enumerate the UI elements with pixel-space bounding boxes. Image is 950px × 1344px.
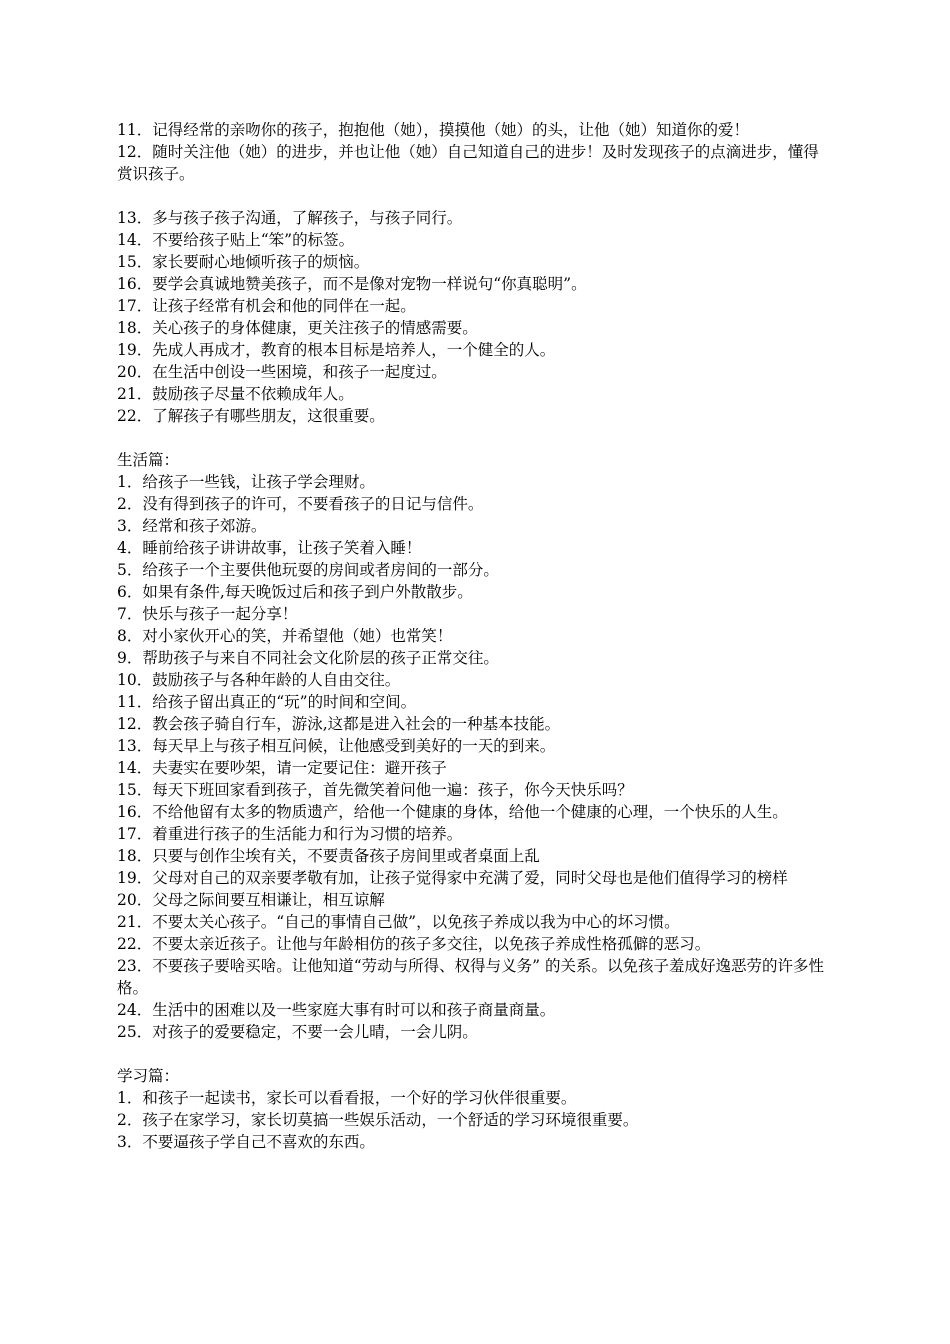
document-body <box>117 119 829 1153</box>
paragraph-gap <box>117 427 829 449</box>
list-item: 22．不要太亲近孩子。让他与年龄相仿的孩子多交往，以免孩子养成性格孤僻的恶习。 <box>117 935 711 953</box>
list-item: 12．随时关注他（她）的进步，并也让他（她）自己知道自己的进步！及时发现孩子的点滴进步，懂得赏识孩子。 <box>117 143 819 183</box>
list-item: 18．关心孩子的身体健康，更关注孩子的情感需要。 <box>117 319 478 337</box>
list-item: 8．对小家伙开心的笑，并希望他（她）也常笑！ <box>117 627 453 645</box>
list-item: 12．教会孩子骑自行车，游泳,这都是进入社会的一种基本技能。 <box>117 715 561 733</box>
list-item: 19．父母对自己的双亲要孝敬有加，让孩子觉得家中充满了爱，同时父母也是他们值得学习的榜样 <box>117 869 788 887</box>
list-item: 21．鼓励孩子尽量不依赖成年人。 <box>117 385 354 403</box>
list-item: 18．只要与创作尘埃有关，不要责备孩子房间里或者桌面上乱 <box>117 847 540 865</box>
list-item: 4．睡前给孩子讲讲故事，让孩子笑着入睡！ <box>117 539 422 557</box>
list-item: 13．多与孩子孩子沟通，了解孩子，与孩子同行。 <box>117 209 463 227</box>
list-item: 20．父母之际间要互相谦让，相互谅解 <box>117 891 385 909</box>
list-item: 22．了解孩子有哪些朋友，这很重要。 <box>117 407 385 425</box>
list-item: 9．帮助孩子与来自不同社会文化阶层的孩子正常交往。 <box>117 649 499 667</box>
section-heading-life: 生活篇： <box>117 451 180 469</box>
list-item: 16．不给他留有太多的物质遗产，给他一个健康的身体，给他一个健康的心理，一个快乐的人生。 <box>117 803 788 821</box>
list-item: 23．不要孩子要啥买啥。让他知道“劳动与所得、权得与义务” 的关系。以免孩子羞成好逸恶劳的许多性格。 <box>117 957 825 997</box>
list-item: 5．给孩子一个主要供他玩耍的房间或者房间的一部分。 <box>117 561 499 579</box>
list-item: 11．记得经常的亲吻你的孩子，抱抱他（她），摸摸他（她）的头，让他（她）知道你的爱！ <box>117 121 749 139</box>
list-item: 25．对孩子的爱要稳定，不要一会儿晴，一会儿阴。 <box>117 1023 478 1041</box>
list-item: 19．先成人再成才，教育的根本目标是培养人，一个健全的人。 <box>117 341 556 359</box>
list-item: 14．不要给孩子贴上“笨”的标签。 <box>117 231 355 249</box>
list-item: 7．快乐与孩子一起分享！ <box>117 605 298 623</box>
list-item: 11．给孩子留出真正的“玩”的时间和空间。 <box>117 693 417 711</box>
list-item: 2．没有得到孩子的许可，不要看孩子的日记与信件。 <box>117 495 484 513</box>
list-item: 3．不要逼孩子学自己不喜欢的东西。 <box>117 1133 375 1151</box>
list-item: 20．在生活中创设一些困境，和孩子一起度过。 <box>117 363 447 381</box>
list-item: 21．不要太关心孩子。“自己的事情自己做”，以免孩子养成以我为中心的坏习惯。 <box>117 913 680 931</box>
list-item: 15．每天下班回家看到孩子，首先微笑着问他一遍：孩子，你今天快乐吗？ <box>117 781 633 799</box>
list-item: 17．着重进行孩子的生活能力和行为习惯的培养。 <box>117 825 463 843</box>
list-item: 2．孩子在家学习，家长切莫搞一些娱乐活动，一个舒适的学习环境很重要。 <box>117 1111 639 1129</box>
section-heading-study: 学习篇： <box>117 1067 180 1085</box>
list-item: 3．经常和孩子郊游。 <box>117 517 267 535</box>
list-item: 10．鼓励孩子与各种年龄的人自由交往。 <box>117 671 401 689</box>
list-item: 24．生活中的困难以及一些家庭大事有时可以和孩子商量商量。 <box>117 1001 556 1019</box>
list-item: 13．每天早上与孩子相互问候，让他感受到美好的一天的到来。 <box>117 737 556 755</box>
list-item: 14．夫妻实在要吵架，请一定要记住：避开孩子 <box>117 759 447 777</box>
paragraph-gap <box>117 185 829 207</box>
list-item: 17．让孩子经常有机会和他的同伴在一起。 <box>117 297 416 315</box>
list-item: 15．家长要耐心地倾听孩子的烦恼。 <box>117 253 370 271</box>
list-item: 6．如果有条件,每天晚饭过后和孩子到户外散散步。 <box>117 583 473 601</box>
list-item: 16．要学会真诚地赞美孩子，而不是像对宠物一样说句“你真聪明”。 <box>117 275 587 293</box>
list-item: 1．和孩子一起读书，家长可以看看报，一个好的学习伙伴很重要。 <box>117 1089 577 1107</box>
paragraph-gap <box>117 1043 829 1065</box>
list-item: 1．给孩子一些钱，让孩子学会理财。 <box>117 473 375 491</box>
